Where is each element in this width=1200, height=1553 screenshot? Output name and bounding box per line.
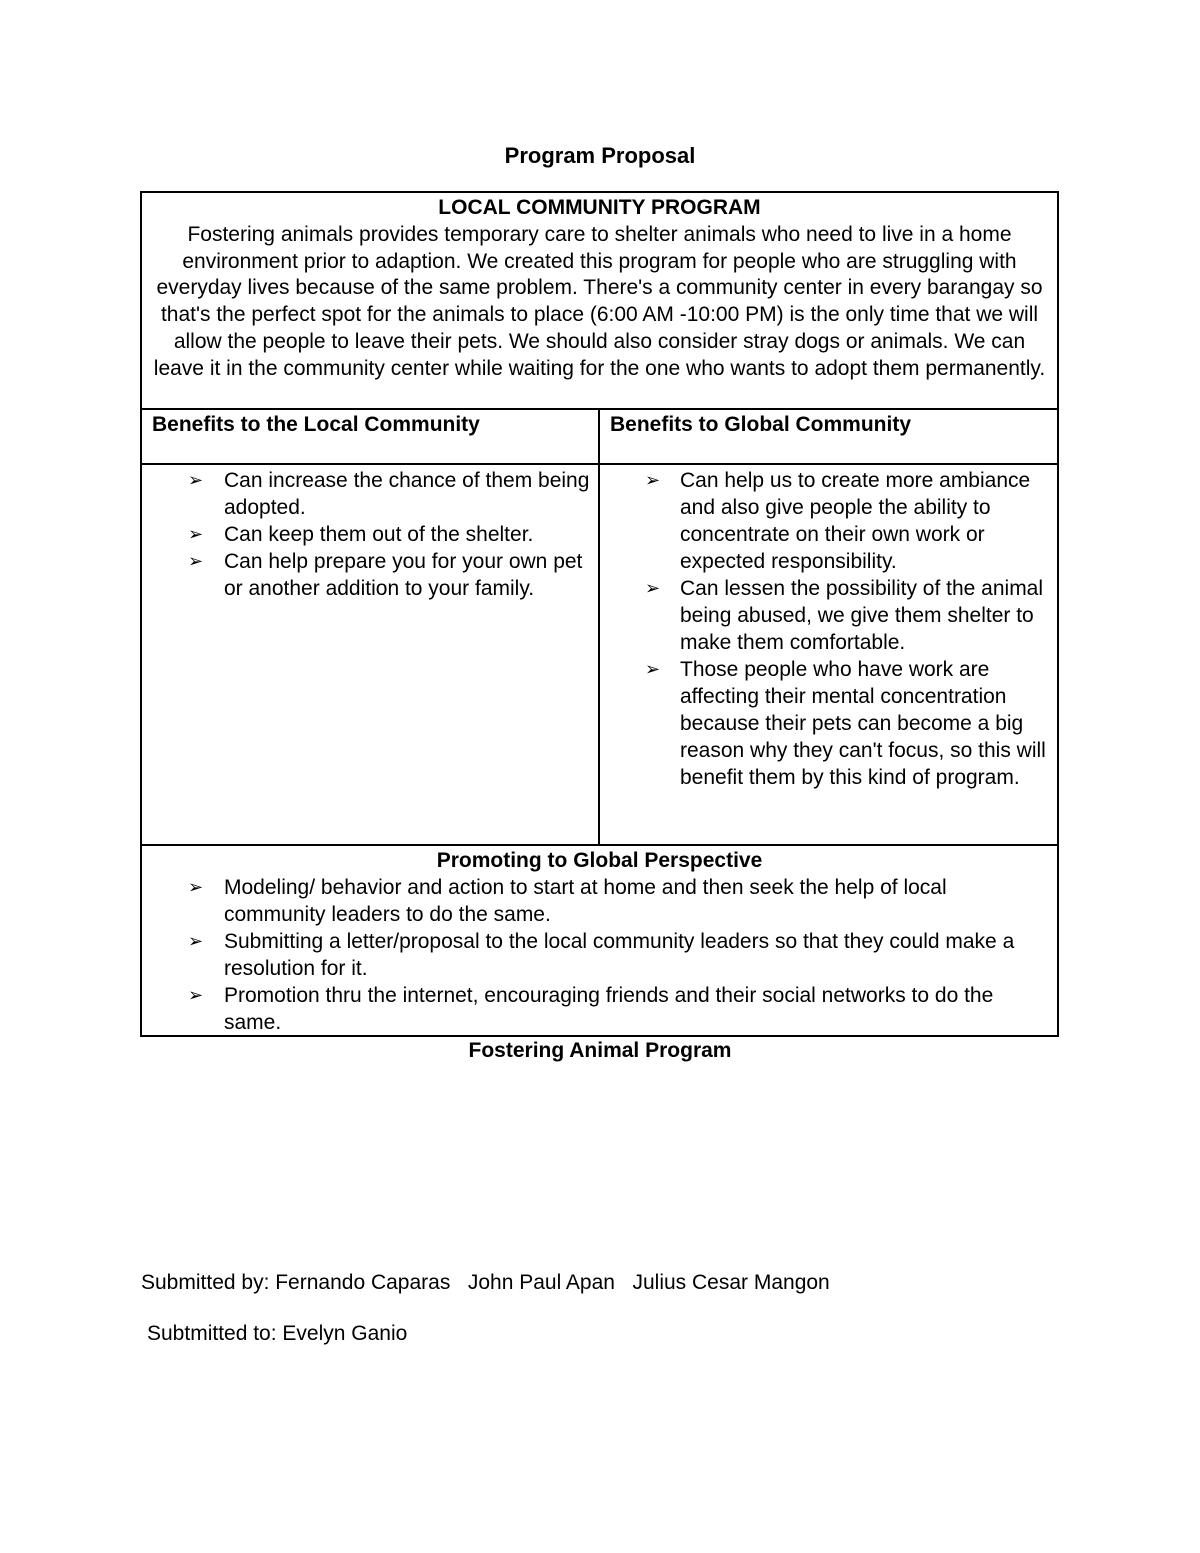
list-item-text: Can help us to create more ambiance and also give people the ability to concentrate on their own work or expected responsibility. [680,469,1031,573]
list-item-text: Promotion thru the internet, encouraging friends and their social networks to do the same. [224,984,994,1034]
submitted-to: Subtmitted to: Evelyn Ganio [147,1322,408,1345]
proposal-table [140,191,1059,1037]
list-item [142,548,590,602]
benefits-local-cell [142,465,600,846]
list-item-text: Modeling/ behavior and action to start at home and then seek the help of local community leaders to do the same. [224,876,947,926]
arrow-bullet-icon: ➢ [188,931,204,951]
benefits-local-heading: Benefits to the Local Community [142,410,600,465]
arrow-bullet-icon: ➢ [188,877,204,897]
list-item [600,467,1049,575]
list-item [142,874,1057,928]
list-item [142,982,1057,1036]
arrow-bullet-icon: ➢ [188,470,204,490]
promoting-cell [142,846,1057,1035]
intro-cell [142,193,1057,410]
list-item-text: Can increase the chance of them being adopted. [224,469,590,519]
promoting-list [142,874,1057,1036]
program-name: Fostering Animal Program [468,1039,732,1062]
list-item-text: Those people who have work are affecting their mental concentration because their pets can become a big reason why they can't focus, so this will benefit them by this kind of program. [680,658,1046,789]
intro-body: Fostering animals provides temporary care to shelter animals who need to live in a home environment prior to adaption. We created this program for people who are struggling with everyday lives because of the same problem. There's a community center in every barangay so that's the perfect spot for the animals to place (6:00 AM -10:00 PM) is the only time that we will allow the people to leave their pets. We should also consider stray dogs or animals. We can leave it in the community center while waiting for the one who wants to adopt them permanently. [153,222,1046,380]
promoting-heading: Promoting to Global Perspective [436,849,763,872]
list-item [600,575,1049,656]
benefits-global-list [600,465,1057,791]
submitted-by: Submitted by: Fernando Caparas John Paul Apan Julius Cesar Mangon [141,1271,830,1294]
arrow-bullet-icon: ➢ [188,551,204,571]
list-item [142,928,1057,982]
list-item-text: Can lessen the possibility of the animal being abused, we give them shelter to make them comfortable. [680,577,1044,654]
arrow-bullet-icon: ➢ [645,659,661,679]
list-item-text: Submitting a letter/proposal to the local community leaders so that they could make a resolution for it. [224,930,1015,980]
benefits-global-cell [600,465,1057,846]
arrow-bullet-icon: ➢ [645,470,661,490]
arrow-bullet-icon: ➢ [188,985,204,1005]
intro-heading: LOCAL COMMUNITY PROGRAM [438,196,761,219]
list-item [142,467,590,521]
list-item-text: Can keep them out of the shelter. [224,523,534,546]
list-item [142,521,590,548]
list-item [600,656,1049,791]
document-title: Program Proposal [504,143,696,168]
benefits-local-list [142,465,598,602]
benefits-global-heading: Benefits to Global Community [600,410,1057,465]
arrow-bullet-icon: ➢ [188,524,204,544]
list-item-text: Can help prepare you for your own pet or another addition to your family. [224,550,583,600]
arrow-bullet-icon: ➢ [645,578,661,598]
